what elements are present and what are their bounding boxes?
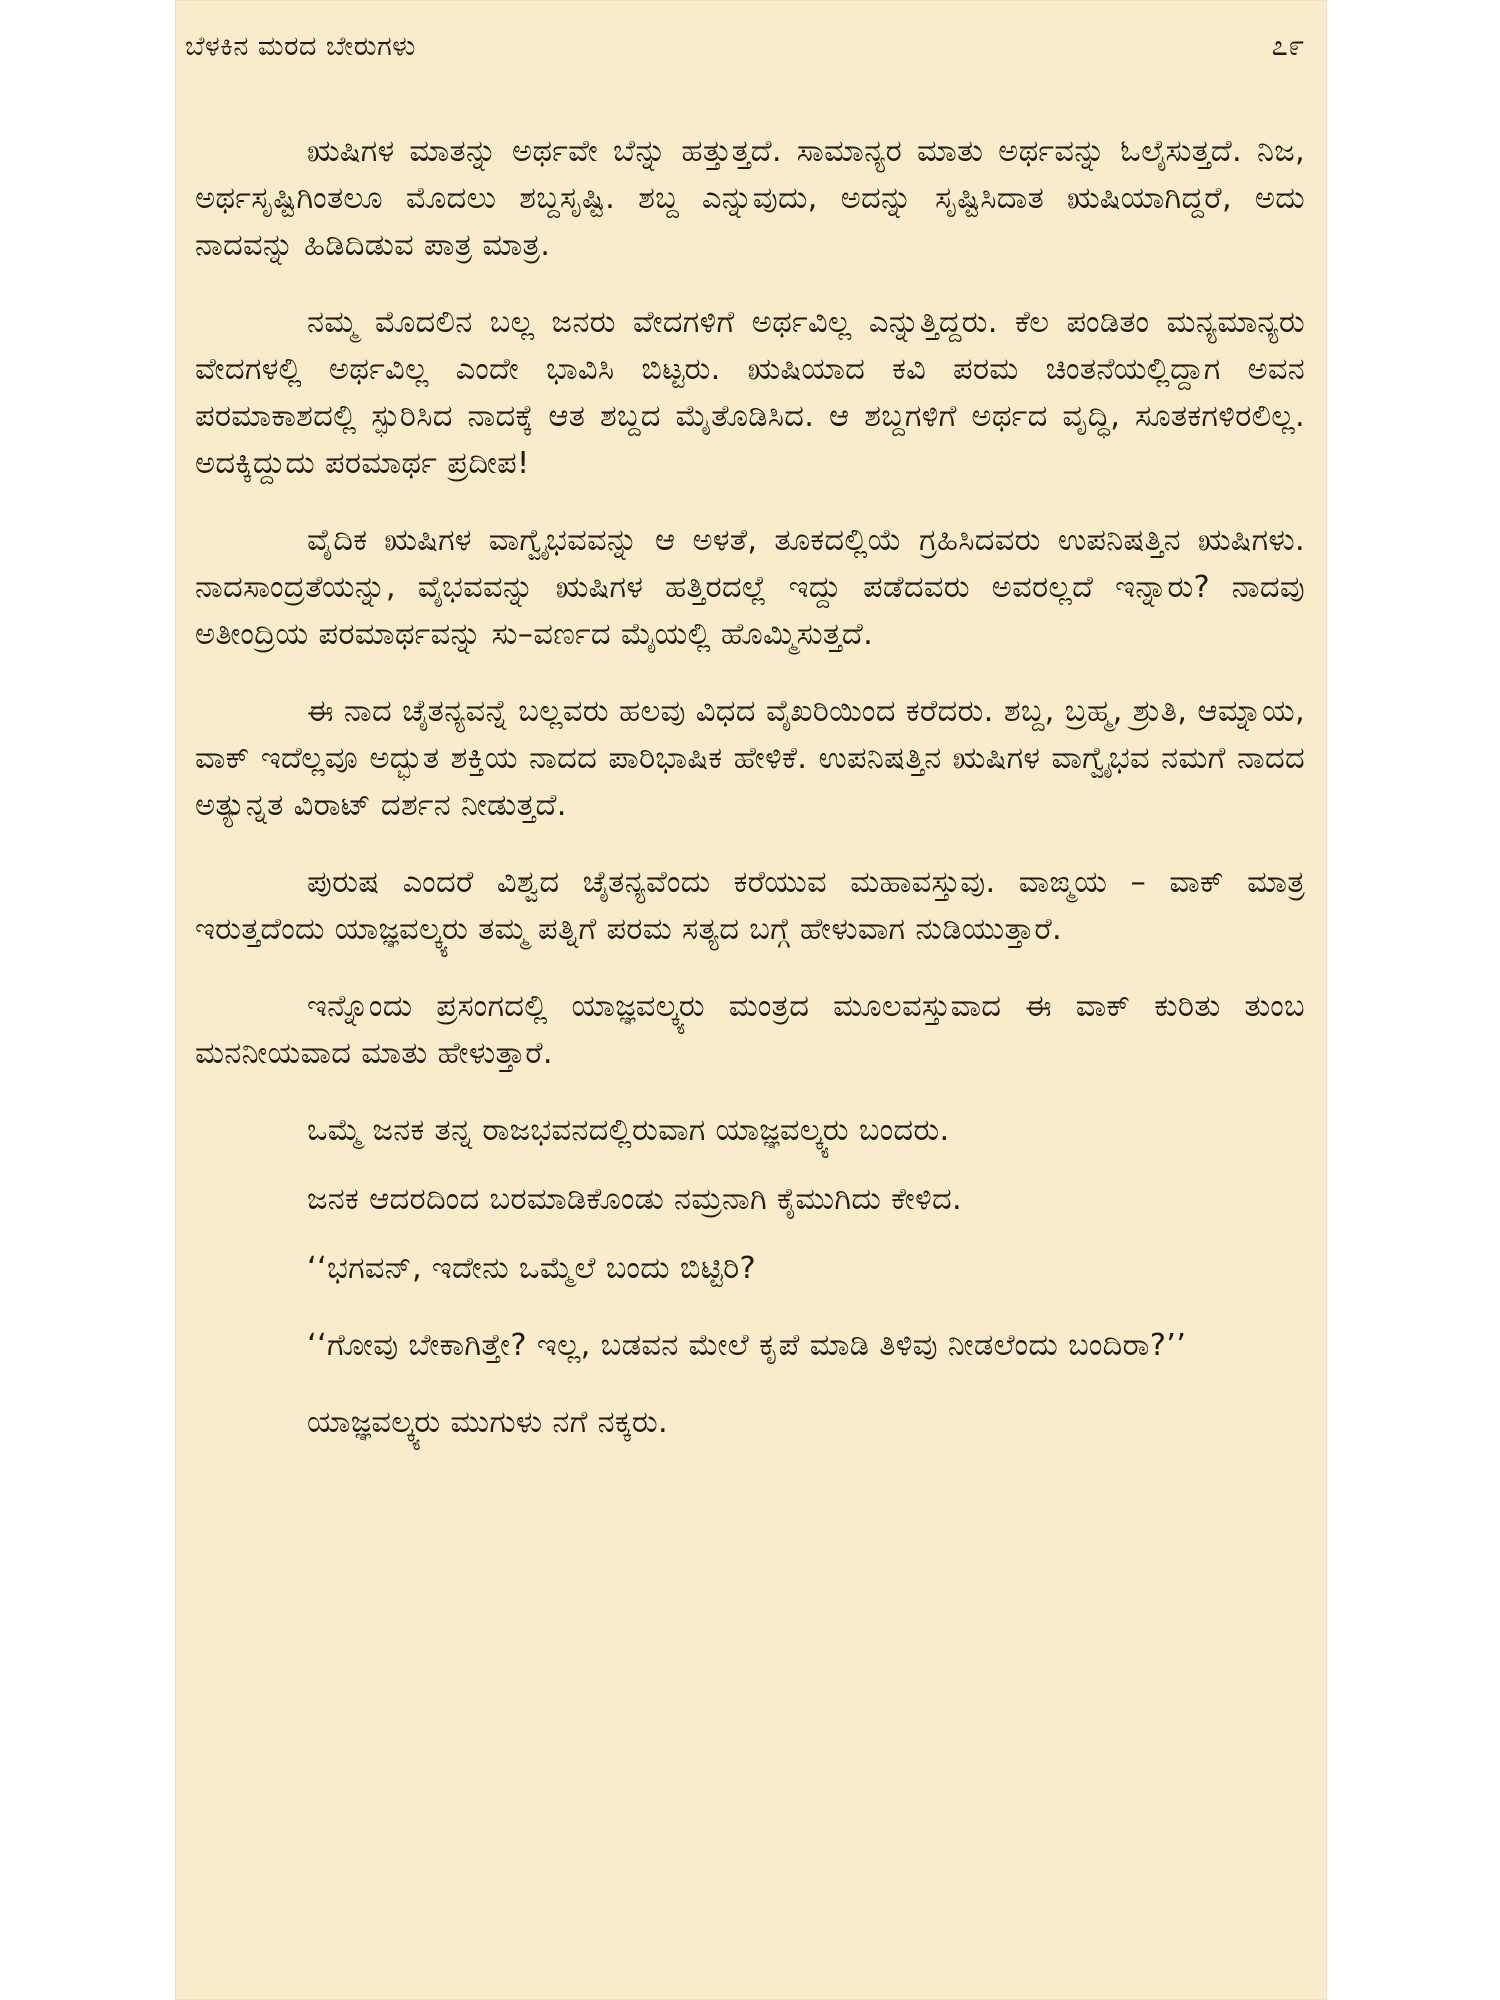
paragraph-7: ಒಮ್ಮೆ ಜನಕ ತನ್ನ ರಾಜಭವನದಲ್ಲಿರುವಾಗ ಯಾಜ್ಞವಲ್ಕ್ಯರು ಬಂದರು. [307, 1113, 950, 1148]
paragraph-10: ‘‘ಗೋವು ಬೇಕಾಗಿತ್ತೇ? ಇಲ್ಲ, ಬಡವನ ಮೇಲೆ ಕೃಪೆ ಮಾಡಿ ತಿಳಿವು ನೀಡಲೆಂದು ಬಂದಿರಾ?’’ [307, 1328, 1187, 1363]
paragraph-1: ಋಷಿಗಳ ಮಾತನ್ನು ಅರ್ಥವೇ ಬೆನ್ನು ಹತ್ತುತ್ತದೆ. ಸಾಮಾನ್ಯರ ಮಾತು ಅರ್ಥವನ್ನು ಓಲೈಸುತ್ತದೆ. ನಿಜ, ಅರ್ಥಸೃಷ್ಟಿಗಿಂತಲೂ ಮೊದಲು ಶಬ್ದಸೃಷ್ಟಿ. ಶಬ್ದ ಎನ್ನುವುದು, ಅದನ್ನು ಸೃಷ್ಟಿಸಿದಾತ ಋಷಿಯಾಗಿದ್ದರೆ, ಅದು ನಾದವನ್ನು ಹಿಡಿದಿಡುವ ಪಾತ್ರ ಮಾತ್ರ. [195, 134, 1305, 263]
paragraph-11: ಯಾಜ್ಞವಲ್ಕ್ಯರು ಮುಗುಳು ನಗೆ ನಕ್ಕರು. [307, 1405, 668, 1440]
running-title: ಬೆಳಕಿನ ಮರದ ಬೇರುಗಳು [185, 31, 416, 62]
paragraph-4: ಈ ನಾದ ಚೈತನ್ಯವನ್ನೆ ಬಲ್ಲವರು ಹಲವು ವಿಧದ ವೈಖರಿಯಿಂದ ಕರೆದರು. ಶಬ್ದ, ಬ್ರಹ್ಮ, ಶ್ರುತಿ, ಆಮ್ನಾಯ, ವಾಕ್ ಇದೆಲ್ಲವೂ ಅದ್ಭುತ ಶಕ್ತಿಯ ನಾದದ ಪಾರಿಭಾಷಿಕ ಹೇಳಿಕೆ. ಉಪನಿಷತ್ತಿನ ಋಷಿಗಳ ವಾಗ್ವೈಭವ ನಮಗೆ ನಾದದ ಅತ್ಯುನ್ನತ ವಿರಾಟ್ ದರ್ಶನ ನೀಡುತ್ತದೆ. [195, 694, 1305, 823]
paragraph-5: ಪುರುಷ ಎಂದರೆ ವಿಶ್ವದ ಚೈತನ್ಯವೆಂದು ಕರೆಯುವ ಮಹಾವಸ್ತುವು. ವಾಙ್ಮಯ – ವಾಕ್ ಮಾತ್ರ ಇರುತ್ತದೆಂದು ಯಾಜ್ಞವಲ್ಕ್ಯರು ತಮ್ಮ ಪತ್ನಿಗೆ ಪರಮ ಸತ್ಯದ ಬಗ್ಗೆ ಹೇಳುವಾಗ ನುಡಿಯುತ್ತಾರೆ. [195, 865, 1305, 947]
book-page [175, 0, 1327, 2000]
paragraph-2: ನಮ್ಮ ಮೊದಲಿನ ಬಲ್ಲ ಜನರು ವೇದಗಳಿಗೆ ಅರ್ಥವಿಲ್ಲ ಎನ್ನುತ್ತಿದ್ದರು. ಕೆಲ ಪಂಡಿತಂ ಮನ್ಯಮಾನ್ಯರು ವೇದಗಳಲ್ಲಿ ಅರ್ಥವಿಲ್ಲ ಎಂದೇ ಭಾವಿಸಿ ಬಿಟ್ಟರು. ಋಷಿಯಾದ ಕವಿ ಪರಮ ಚಿಂತನೆಯಲ್ಲಿದ್ದಾಗ ಅವನ ಪರಮಾಕಾಶದಲ್ಲಿ ಸ್ಫುರಿಸಿದ ನಾದಕ್ಕೆ ಆತ ಶಬ್ದದ ಮೈತೊಡಿಸಿದ. ಆ ಶಬ್ದಗಳಿಗೆ ಅರ್ಥದ ವೃದ್ಧಿ, ಸೂತಕಗಳಿರಲಿಲ್ಲ. ಅದಕ್ಕಿದ್ದುದು ಪರಮಾರ್ಥ ಪ್ರದೀಪ! [195, 305, 1305, 481]
paragraph-9: ‘‘ಭಗವನ್, ಇದೇನು ಒಮ್ಮೆಲೆ ಬಂದು ಬಿಟ್ಟಿರಿ? [307, 1251, 757, 1286]
page-body [195, 128, 1305, 1476]
paragraph-8: ಜನಕ ಆದರದಿಂದ ಬರಮಾಡಿಕೊಂಡು ನಮ್ರನಾಗಿ ಕೈಮುಗಿದು ಕೇಳಿದ. [307, 1182, 963, 1217]
running-header [185, 28, 1317, 63]
page-number: ೭೯ [1271, 28, 1305, 62]
paragraph-6: ಇನ್ನೊಂದು ಪ್ರಸಂಗದಲ್ಲಿ ಯಾಜ್ಞವಲ್ಕ್ಯರು ಮಂತ್ರದ ಮೂಲವಸ್ತುವಾದ ಈ ವಾಕ್ ಕುರಿತು ತುಂಬ ಮನನೀಯವಾದ ಮಾತು ಹೇಳುತ್ತಾರೆ. [195, 989, 1305, 1071]
paragraph-3: ವೈದಿಕ ಋಷಿಗಳ ವಾಗ್ವೈಭವವನ್ನು ಆ ಅಳತೆ, ತೂಕದಲ್ಲಿಯೆ ಗ್ರಹಿಸಿದವರು ಉಪನಿಷತ್ತಿನ ಋಷಿಗಳು. ನಾದಸಾಂದ್ರತೆಯನ್ನು, ವೈಭವವನ್ನು ಋಷಿಗಳ ಹತ್ತಿರದಲ್ಲೆ ಇದ್ದು ಪಡೆದವರು ಅವರಲ್ಲದೆ ಇನ್ನಾರು? ನಾದವು ಅತೀಂದ್ರಿಯ ಪರಮಾರ್ಥವನ್ನು ಸು–ವರ್ಣದ ಮೈಯಲ್ಲಿ ಹೊಮ್ಮಿಸುತ್ತದೆ. [195, 523, 1305, 652]
